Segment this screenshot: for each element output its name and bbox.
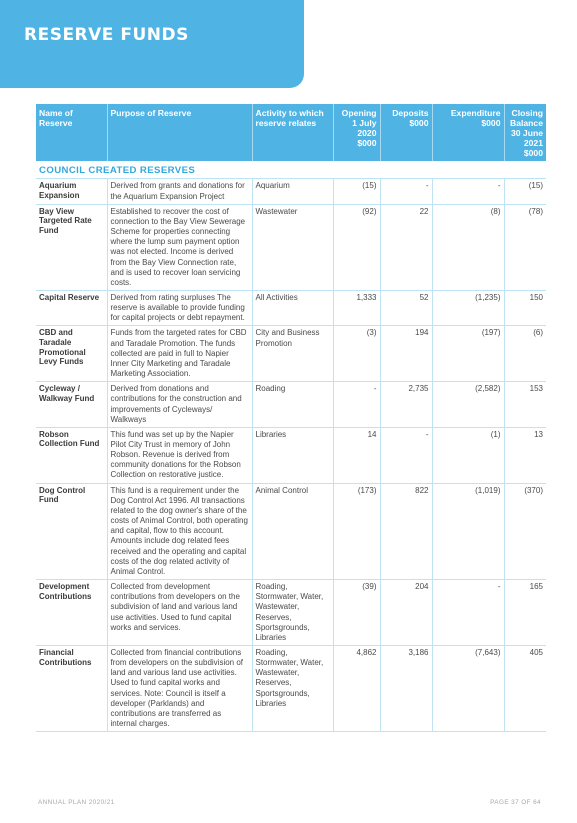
- reserve-purpose: Derived from grants and donations for the Aquarium Expansion Project: [107, 179, 252, 204]
- expenditure-value: (7,643): [432, 645, 504, 731]
- reserve-name: Development Contributions: [36, 580, 107, 646]
- table-header-row: [36, 104, 546, 161]
- reserve-activity: Roading: [252, 382, 333, 428]
- closing-value: (370): [504, 483, 546, 579]
- reserve-purpose: Collected from financial contributions from developers on the subdivision of land and various land use activities. Used to fund capital works and services. Note: Council is itself a developer (Parklands) and contributions are transferred as internal charges.: [107, 645, 252, 731]
- reserve-purpose: This fund is a requirement under the Dog Control Act 1996. All transactions related to the dog owner's share of the costs of Animal Control, both operating and capital, flow to this account. Amounts include dog related fees received and the operating and capital costs of the dog related activity of Animal Control.: [107, 483, 252, 579]
- page-title: RESERVE FUNDS: [24, 25, 189, 45]
- closing-value: 150: [504, 290, 546, 325]
- deposits-value: -: [380, 427, 432, 483]
- expenditure-value: (8): [432, 204, 504, 290]
- table-row: [36, 204, 546, 290]
- reserve-name: Financial Contributions: [36, 645, 107, 731]
- opening-value: (15): [333, 179, 380, 204]
- deposits-value: 3,186: [380, 645, 432, 731]
- table-row: [36, 382, 546, 428]
- deposits-value: 204: [380, 580, 432, 646]
- reserve-activity: City and Business Promotion: [252, 326, 333, 382]
- opening-value: -: [333, 382, 380, 428]
- deposits-value: 52: [380, 290, 432, 325]
- closing-value: 165: [504, 580, 546, 646]
- table-row: [36, 179, 546, 204]
- deposits-value: 22: [380, 204, 432, 290]
- reserve-name: Dog Control Fund: [36, 483, 107, 579]
- reserve-purpose: Derived from donations and contributions for the construction and improvements of Cycleways/ Walkways: [107, 382, 252, 428]
- expenditure-value: (197): [432, 326, 504, 382]
- closing-value: 13: [504, 427, 546, 483]
- table-row: [36, 290, 546, 325]
- reserve-activity: Aquarium: [252, 179, 333, 204]
- reserve-name: Robson Collection Fund: [36, 427, 107, 483]
- header-deposits: Deposits $000: [380, 104, 432, 161]
- opening-value: 4,862: [333, 645, 380, 731]
- reserve-name: CBD and Taradale Promotional Levy Funds: [36, 326, 107, 382]
- header-closing: Closing Balance 30 June 2021 $000: [504, 104, 546, 161]
- expenditure-value: (1,235): [432, 290, 504, 325]
- closing-value: 153: [504, 382, 546, 428]
- reserve-activity: Libraries: [252, 427, 333, 483]
- section-title: COUNCIL CREATED RESERVES: [36, 161, 546, 179]
- opening-value: (39): [333, 580, 380, 646]
- footer-page-number: PAGE 37 OF 64: [490, 799, 541, 806]
- page-banner: [0, 0, 304, 88]
- expenditure-value: (1): [432, 427, 504, 483]
- footer-document-title: ANNUAL PLAN 2020/21: [38, 799, 115, 806]
- closing-value: (15): [504, 179, 546, 204]
- reserve-funds-table: [36, 104, 546, 732]
- header-opening: Opening 1 July 2020 $000: [333, 104, 380, 161]
- header-purpose: Purpose of Reserve: [107, 104, 252, 161]
- header-name: Name of Reserve: [36, 104, 107, 161]
- reserve-purpose: This fund was set up by the Napier Pilot City Trust in memory of John Robson. Revenue is derived from community donations for the Robson Collection on restorative justice.: [107, 427, 252, 483]
- header-expenditure: Expenditure $000: [432, 104, 504, 161]
- deposits-value: 2,735: [380, 382, 432, 428]
- opening-value: 14: [333, 427, 380, 483]
- table-row: [36, 580, 546, 646]
- opening-value: (173): [333, 483, 380, 579]
- header-activity: Activity to which reserve relates: [252, 104, 333, 161]
- reserve-activity: Animal Control: [252, 483, 333, 579]
- table-row: [36, 645, 546, 731]
- expenditure-value: (2,582): [432, 382, 504, 428]
- expenditure-value: -: [432, 580, 504, 646]
- expenditure-value: (1,019): [432, 483, 504, 579]
- reserve-activity: Roading, Stormwater, Water, Wastewater, Reserves, Sportsgrounds, Libraries: [252, 580, 333, 646]
- reserve-activity: Roading, Stormwater, Water, Wastewater, Reserves, Sportsgrounds, Libraries: [252, 645, 333, 731]
- reserve-activity: Wastewater: [252, 204, 333, 290]
- closing-value: 405: [504, 645, 546, 731]
- closing-value: (78): [504, 204, 546, 290]
- reserve-purpose: Derived from rating surpluses The reserve is available to provide funding for capital projects or debt repayment.: [107, 290, 252, 325]
- table-row: [36, 483, 546, 579]
- section-row: [36, 161, 546, 179]
- closing-value: (6): [504, 326, 546, 382]
- opening-value: (92): [333, 204, 380, 290]
- opening-value: (3): [333, 326, 380, 382]
- opening-value: 1,333: [333, 290, 380, 325]
- reserve-purpose: Funds from the targeted rates for CBD and Taradale Promotion. The funds collected are paid in full to Napier Inner City Marketing and Taradale Marketing Association.: [107, 326, 252, 382]
- expenditure-value: -: [432, 179, 504, 204]
- reserve-purpose: Collected from development contributions from developers on the subdivision of land and various land use activities. Used to fund capital works and services.: [107, 580, 252, 646]
- reserve-purpose: Established to recover the cost of connection to the Bay View Sewerage Scheme for properties connecting where the lump sum payment option was not elected. Income is derived from the Bay View Connection rate, and is used to recover loan servicing costs.: [107, 204, 252, 290]
- deposits-value: 822: [380, 483, 432, 579]
- deposits-value: 194: [380, 326, 432, 382]
- reserve-name: Aquarium Expansion: [36, 179, 107, 204]
- reserve-name: Cycleway / Walkway Fund: [36, 382, 107, 428]
- reserve-activity: All Activities: [252, 290, 333, 325]
- table-row: [36, 326, 546, 382]
- table-row: [36, 427, 546, 483]
- reserve-name: Bay View Targeted Rate Fund: [36, 204, 107, 290]
- deposits-value: -: [380, 179, 432, 204]
- reserve-name: Capital Reserve: [36, 290, 107, 325]
